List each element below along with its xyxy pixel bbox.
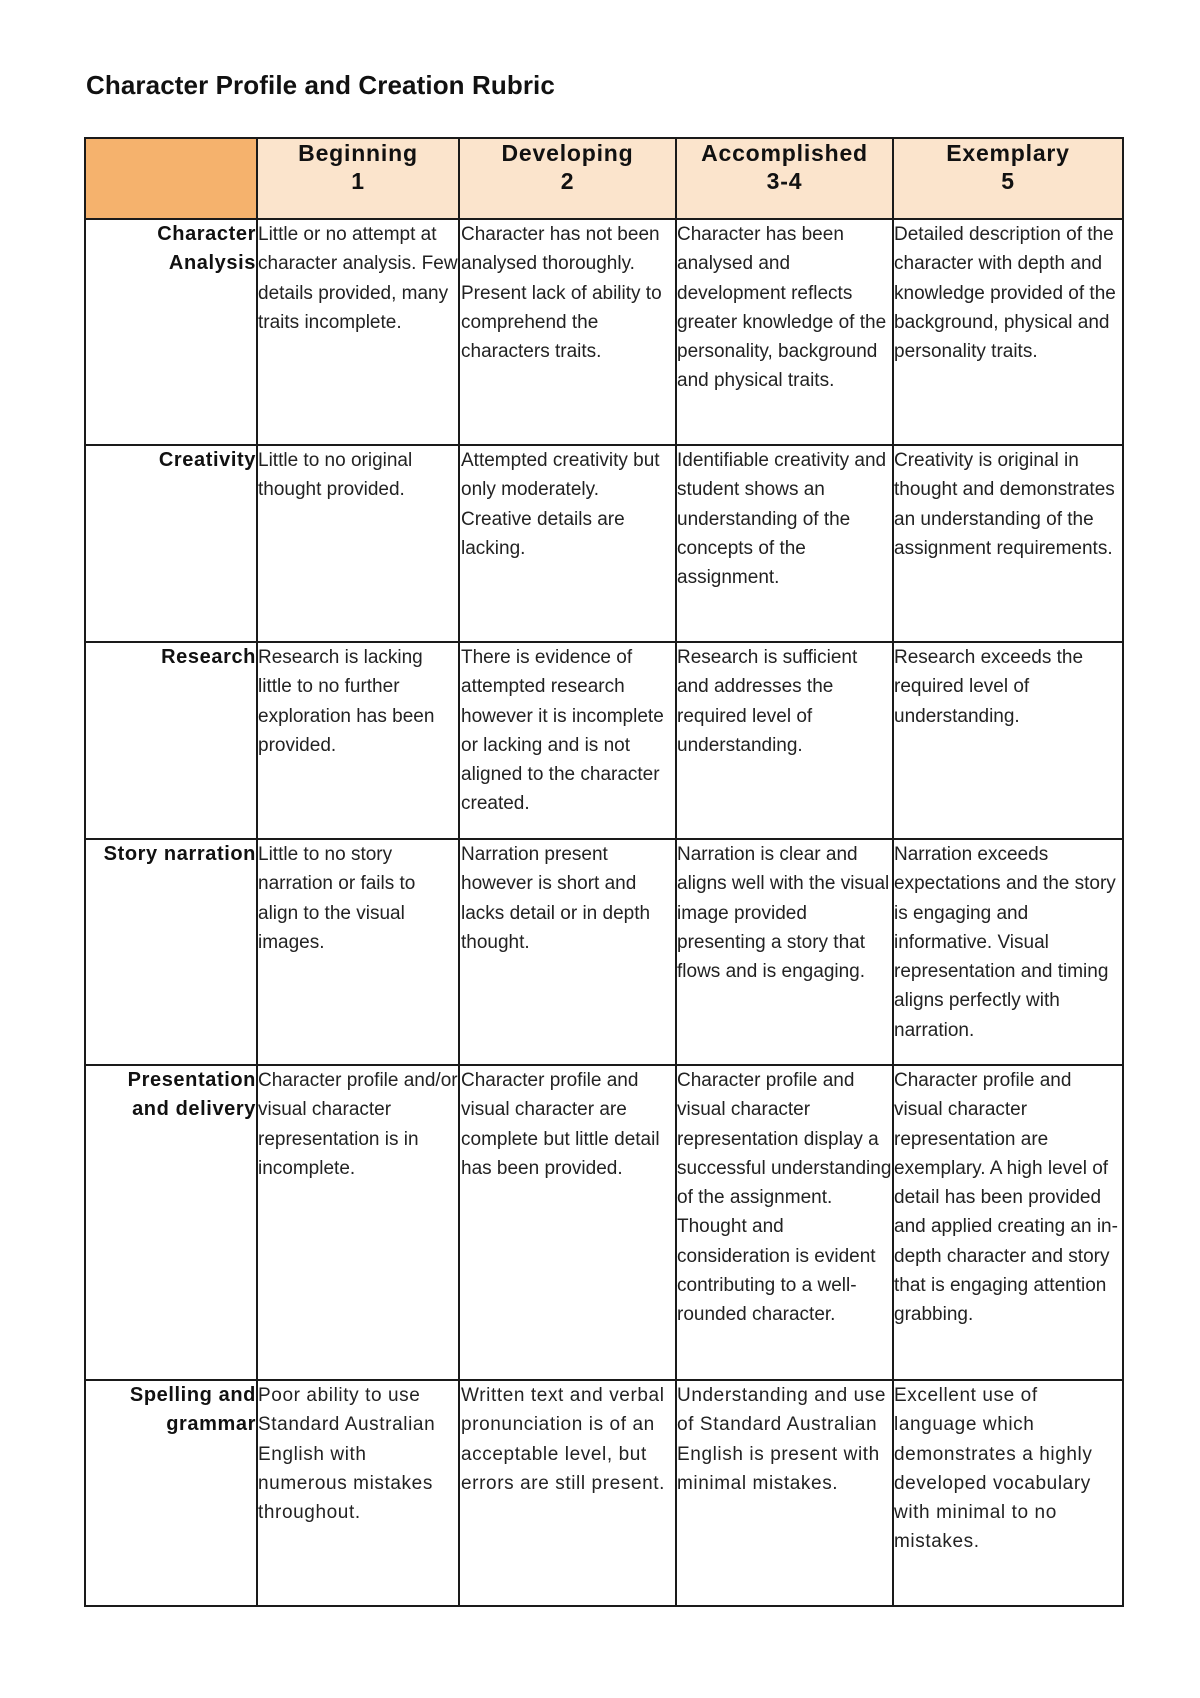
level-name: Developing — [501, 140, 634, 166]
rubric-row-character-analysis — [85, 219, 1123, 445]
level-header-exemplary — [893, 138, 1123, 219]
rubric-cell-accomplished: Character has been analysed and development reflects greater knowledge of the personality, background and physical traits. — [676, 219, 893, 445]
level-header-beginning — [257, 138, 459, 219]
rubric-cell-accomplished: Research is sufficient and addresses the required level of understanding. — [676, 642, 893, 839]
rubric-cell-exemplary: Creativity is original in thought and demonstrates an understanding of the assignment requirements. — [893, 445, 1123, 642]
level-score: 1 — [351, 168, 365, 194]
level-header-developing — [459, 138, 676, 219]
rubric-cell-beginning: Little or no attempt at character analysis. Few details provided, many traits incomplete. — [257, 219, 459, 445]
rubric-row-spelling-and-grammar — [85, 1380, 1123, 1606]
level-name: Beginning — [298, 140, 418, 166]
rubric-cell-accomplished: Character profile and visual character representation display a successful understanding of the assignment. Thought and consideration is evident contributing to a well-rounded character. — [676, 1065, 893, 1380]
rubric-cell-beginning: Little to no original thought provided. — [257, 445, 459, 642]
header-corner-cell — [85, 138, 257, 219]
header-row — [85, 138, 1123, 219]
rubric-cell-exemplary: Narration exceeds expectations and the story is engaging and informative. Visual representation and timing aligns perfectly with narration. — [893, 839, 1123, 1065]
rubric-cell-developing: Written text and verbal pronunciation is of an acceptable level, but errors are still present. — [459, 1380, 676, 1606]
rubric-cell-developing: Character has not been analysed thoroughly. Present lack of ability to comprehend the characters traits. — [459, 219, 676, 445]
rubric-cell-beginning: Character profile and/or visual character representation is in incomplete. — [257, 1065, 459, 1380]
rubric-row-story-narration — [85, 839, 1123, 1065]
level-score: 5 — [1001, 168, 1015, 194]
rubric-cell-beginning: Research is lacking little to no further exploration has been provided. — [257, 642, 459, 839]
rubric-cell-exemplary: Detailed description of the character with depth and knowledge provided of the background, physical and personality traits. — [893, 219, 1123, 445]
rubric-cell-accomplished: Understanding and use of Standard Australian English is present with minimal mistakes. — [676, 1380, 893, 1606]
rubric-cell-developing: There is evidence of attempted research however it is incomplete or lacking and is not aligned to the character created. — [459, 642, 676, 839]
criterion-label: Spelling and grammar — [85, 1380, 257, 1606]
level-score: 3-4 — [766, 168, 803, 194]
rubric-cell-developing: Narration present however is short and lacks detail or in depth thought. — [459, 839, 676, 1065]
page-title: Character Profile and Creation Rubric — [86, 70, 555, 100]
criterion-label: Story narration — [85, 839, 257, 1065]
criterion-label: Research — [85, 642, 257, 839]
level-name: Accomplished — [701, 140, 868, 166]
rubric-cell-beginning: Poor ability to use Standard Australian English with numerous mistakes throughout. — [257, 1380, 459, 1606]
rubric-cell-developing: Attempted creativity but only moderately. Creative details are lacking. — [459, 445, 676, 642]
rubric-cell-developing: Character profile and visual character are complete but little detail has been provided. — [459, 1065, 676, 1380]
rubric-cell-accomplished: Identifiable creativity and student shows an understanding of the concepts of the assignment. — [676, 445, 893, 642]
rubric-row-research — [85, 642, 1123, 839]
criterion-label: Presentation and delivery — [85, 1065, 257, 1380]
rubric-cell-exemplary: Research exceeds the required level of understanding. — [893, 642, 1123, 839]
rubric-table — [84, 137, 1124, 1607]
rubric-cell-exemplary: Character profile and visual character representation are exemplary. A high level of detail has been provided and applied creating an in-depth character and story that is engaging attention grabbing. — [893, 1065, 1123, 1380]
criterion-label: Creativity — [85, 445, 257, 642]
criterion-label: Character Analysis — [85, 219, 257, 445]
rubric-cell-accomplished: Narration is clear and aligns well with the visual image provided presenting a story that flows and is engaging. — [676, 839, 893, 1065]
level-score: 2 — [560, 168, 575, 194]
level-header-accomplished — [676, 138, 893, 219]
rubric-row-creativity — [85, 445, 1123, 642]
rubric-cell-beginning: Little to no story narration or fails to align to the visual images. — [257, 839, 459, 1065]
level-name: Exemplary — [946, 140, 1070, 166]
rubric-cell-exemplary: Excellent use of language which demonstrates a highly developed vocabulary with minimal to no mistakes. — [893, 1380, 1123, 1606]
rubric-row-presentation-and-delivery — [85, 1065, 1123, 1380]
